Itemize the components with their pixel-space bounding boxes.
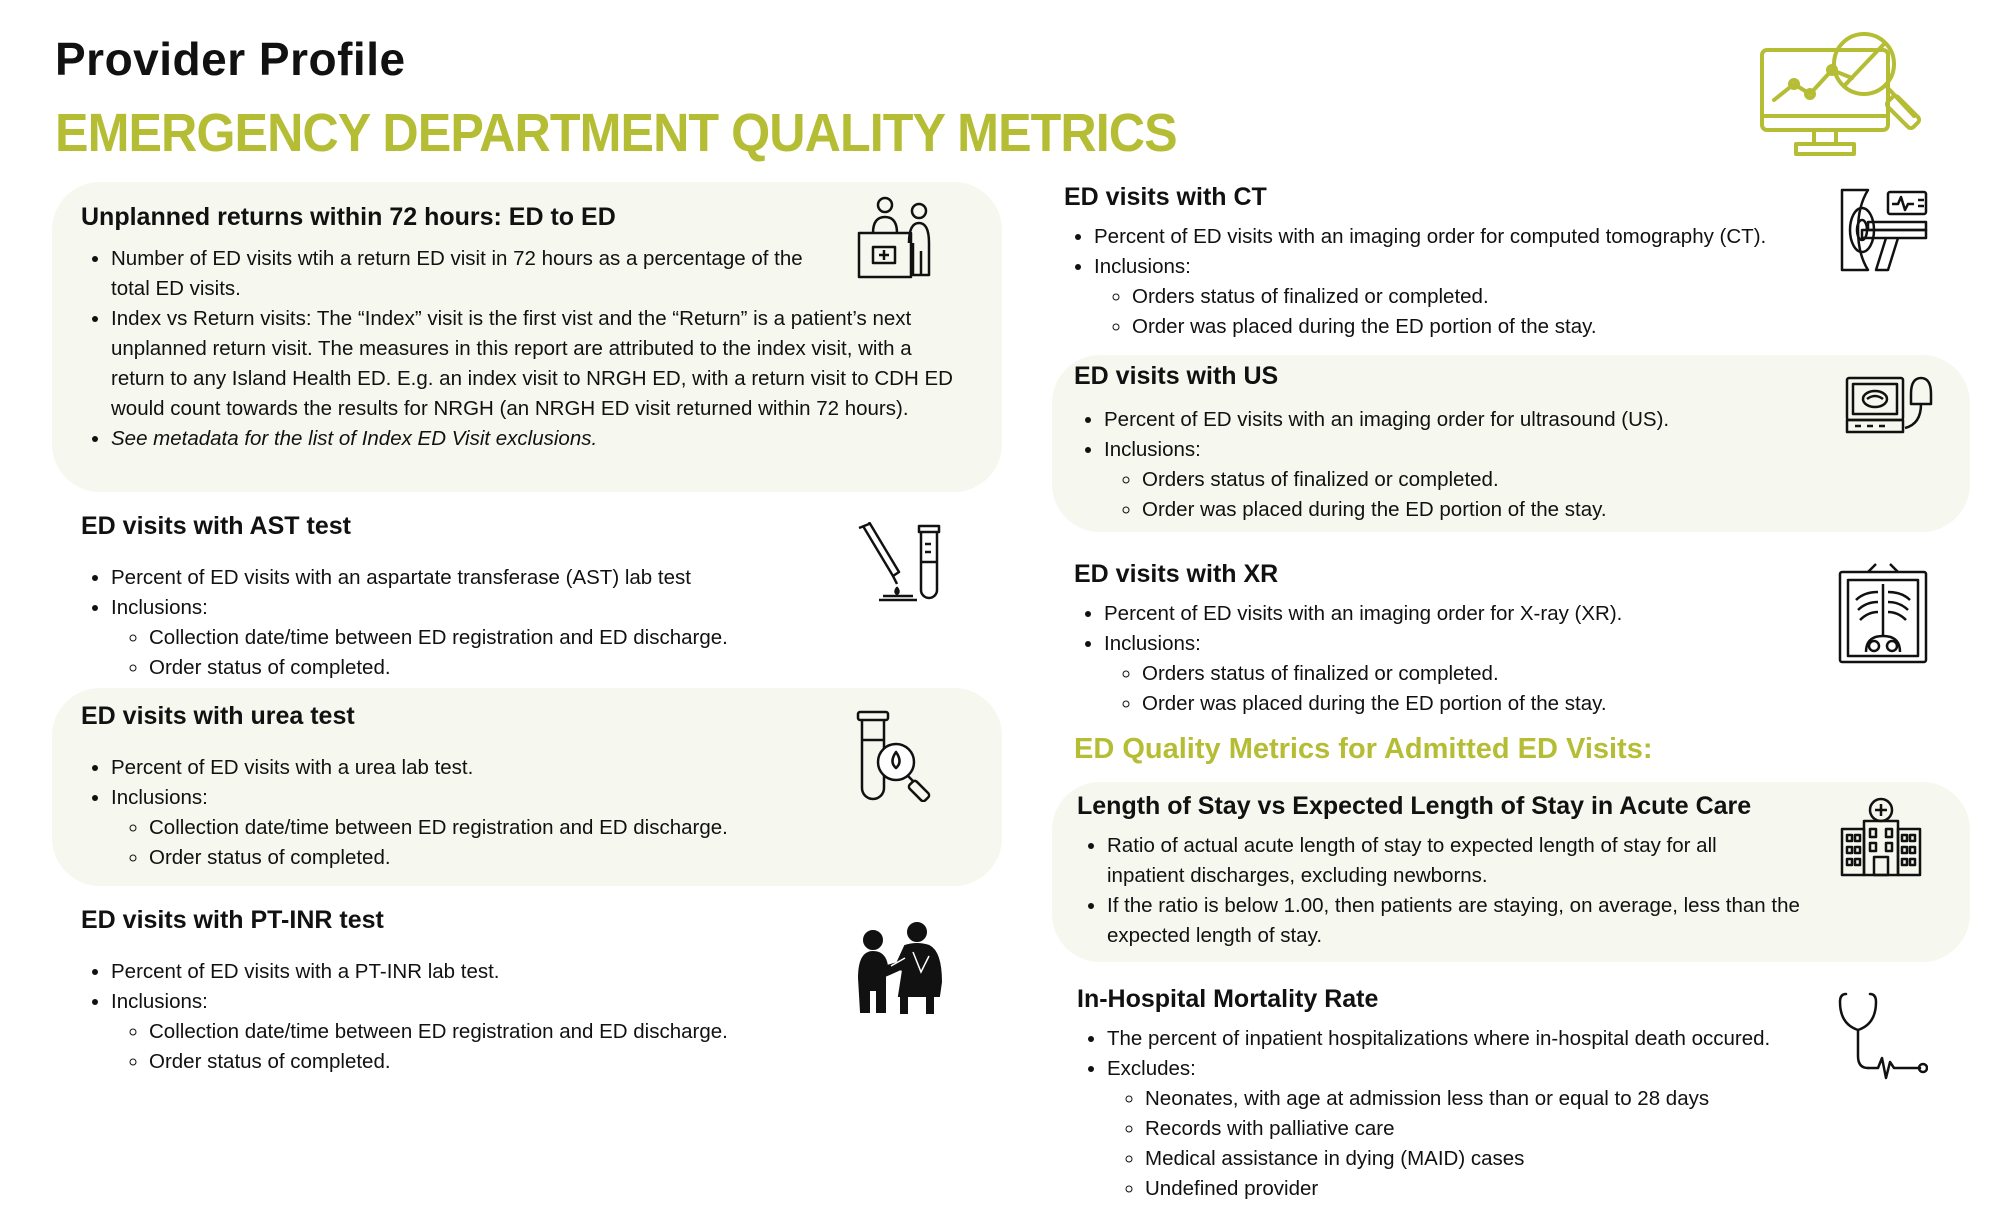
list-item: • Inclusions:	[1104, 435, 1874, 465]
admitted-section-title: ED Quality Metrics for Admitted ED Visits:	[1074, 733, 1653, 765]
page-title: Provider Profile	[55, 33, 406, 85]
unplanned-returns-title: Unplanned returns within 72 hours: ED to ED	[81, 203, 616, 231]
pt-inr-test-title: ED visits with PT-INR test	[81, 906, 384, 934]
xr-title: ED visits with XR	[1074, 560, 1279, 588]
list-item: ◦ Order status of completed.	[149, 843, 901, 873]
us-section	[1074, 362, 1874, 525]
urea-test-section	[81, 702, 901, 873]
list-item: ◦ Neonates, with age at admission less than or equal to 28 days	[1145, 1084, 1897, 1114]
xray-icon	[1838, 562, 1928, 664]
pt-inr-test-section	[81, 906, 901, 1077]
ultrasound-machine-icon	[1845, 374, 1935, 438]
list-item: ◦ Collection date/time between ED registration and ED discharge.	[149, 813, 901, 843]
unplanned-returns-section	[81, 203, 961, 454]
list-item: • Excludes:	[1107, 1054, 1897, 1084]
us-title: ED visits with US	[1074, 362, 1279, 390]
ct-scanner-icon	[1838, 186, 1928, 272]
xr-section	[1074, 560, 1874, 719]
stethoscope-icon	[1838, 990, 1928, 1080]
list-item: ◦ Records with palliative care	[1145, 1114, 1897, 1144]
list-item: • Number of ED visits wtih a return ED visit in 72 hours as a percentage of the total ED visits.	[111, 244, 961, 304]
dropper-test-tube-icon	[855, 522, 945, 604]
list-item: • If the ratio is below 1.00, then patients are staying, on average, less than the expected length of stay.	[1107, 891, 1857, 951]
blood-draw-icon	[855, 922, 945, 1014]
list-item: • Percent of ED visits with a urea lab test.	[111, 753, 901, 783]
list-item: ◦ Collection date/time between ED registration and ED discharge.	[149, 623, 901, 653]
list-item: ◦ Order status of completed.	[149, 653, 901, 683]
ast-test-section	[81, 512, 901, 683]
test-tube-magnifier-icon	[852, 710, 942, 802]
list-item: • Index vs Return visits: The “Index” visit is the first vist and the “Return” is a patient’s next unplanned return visit. The measures in this report are attributed to the index visit, with a return to any Island Health ED. E.g. an index visit to NRGH ED, with a return visit to CDH ED would count towards the results for NRGH (an NRGH ED visit returned within 72 hours).	[111, 304, 961, 424]
ct-title: ED visits with CT	[1064, 183, 1267, 211]
list-item: ◦ Medical assistance in dying (MAID) cases	[1145, 1144, 1897, 1174]
list-item: ◦ Collection date/time between ED registration and ED discharge.	[149, 1017, 901, 1047]
list-item: • Percent of ED visits with an imaging order for computed tomography (CT).	[1094, 222, 1864, 252]
list-item: • Inclusions:	[111, 783, 901, 813]
list-item: • Inclusions:	[1094, 252, 1864, 282]
list-item: ◦ Orders status of finalized or completed.	[1142, 659, 1874, 689]
list-item: ◦ Order status of completed.	[149, 1047, 901, 1077]
list-item: ◦ Order was placed during the ED portion of the stay.	[1142, 495, 1874, 525]
list-item: ◦ Orders status of finalized or completed.	[1132, 282, 1864, 312]
list-item: • Percent of ED visits with a PT-INR lab test.	[111, 957, 901, 987]
list-item: • Ratio of actual acute length of stay to expected length of stay for all inpatient discharges, excluding newborns.	[1107, 831, 1857, 891]
list-item: • The percent of inpatient hospitalizations where in-hospital death occured.	[1107, 1024, 1897, 1054]
mortality-section	[1077, 985, 1897, 1204]
list-item: ◦ Order was placed during the ED portion of the stay.	[1132, 312, 1864, 342]
ast-test-title: ED visits with AST test	[81, 512, 351, 540]
ct-section	[1064, 183, 1864, 342]
list-item: • Inclusions:	[111, 987, 901, 1017]
los-section	[1077, 792, 1857, 951]
mortality-title: In-Hospital Mortality Rate	[1077, 985, 1379, 1013]
list-item: ◦ Orders status of finalized or completed.	[1142, 465, 1874, 495]
list-item: • Percent of ED visits with an imaging order for ultrasound (US).	[1104, 405, 1874, 435]
list-item: • Inclusions:	[1104, 629, 1874, 659]
list-item: • See metadata for the list of Index ED Visit exclusions.	[111, 424, 961, 454]
list-item: ◦ Order was placed during the ED portion of the stay.	[1142, 689, 1874, 719]
list-item: • Inclusions:	[111, 593, 901, 623]
page-subtitle: EMERGENCY DEPARTMENT QUALITY METRICS	[55, 103, 1177, 163]
list-item: • Percent of ED visits with an aspartate transferase (AST) lab test	[111, 563, 901, 593]
list-item: • Percent of ED visits with an imaging order for X-ray (XR).	[1104, 599, 1874, 629]
los-title: Length of Stay vs Expected Length of Stay in Acute Care	[1077, 792, 1752, 820]
urea-test-title: ED visits with urea test	[81, 702, 355, 730]
reception-desk-icon	[855, 195, 945, 285]
list-item: ◦ Undefined provider	[1145, 1174, 1897, 1204]
hospital-building-icon	[1838, 797, 1924, 877]
analytics-monitor-icon	[1752, 24, 1932, 164]
